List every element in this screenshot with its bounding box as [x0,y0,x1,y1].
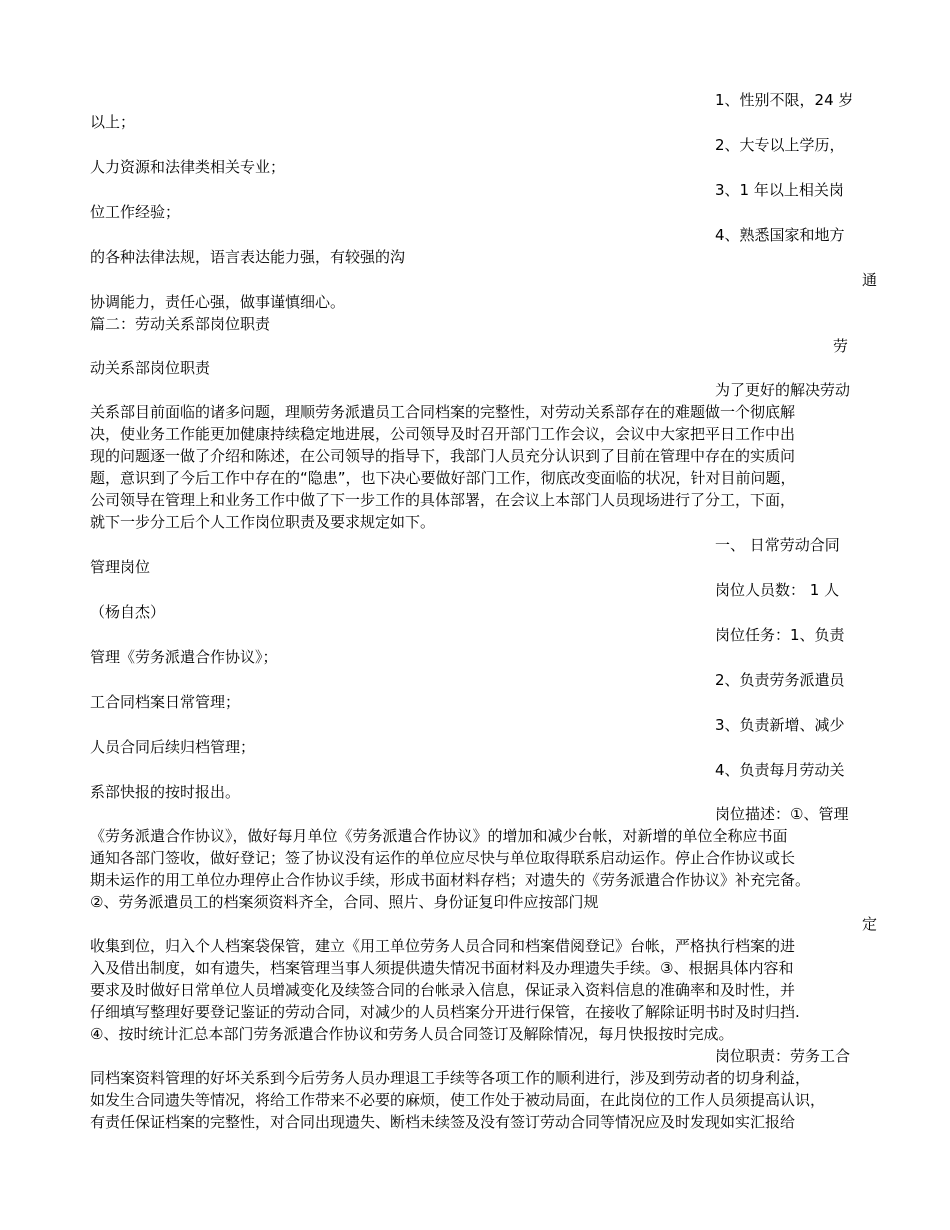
text-line: 岗位任务：1、负责 [715,626,845,644]
text-line: 动关系部岗位职责 [90,359,211,377]
text-line: 通知各部门签收，做好登记；签了协议没有运作的单位应尽快与单位取得联系启动运作。停止合作协议或长 [90,849,796,867]
text-line: 如发生合同遗失等情况，将给工作带来不必要的麻烦，使工作处于被动局面，在此岗位的工作人员须提高认识， [90,1091,826,1109]
text-line: 人力资源和法律类相关专业； [90,158,286,176]
text-line: 岗位人员数： 1 人 [715,581,840,599]
text-line: ④、按时统计汇总本部门劳务派遣合作协议和劳务人员合同签订及解除情况，每月快报按时完成。 [90,1025,734,1043]
text-line: 2、大专以上学历， [715,136,845,154]
text-line: 工合同档案日常管理； [90,693,241,711]
text-line: 就下一步分工后个人工作岗位职责及要求规定如下。 [90,513,436,531]
text-line: （杨自杰） [90,603,166,621]
text-line: 2、负责劳务派遣员 [715,671,845,689]
text-line: 1、性别不限，24 岁 [715,91,854,109]
text-line: 4、负责每月劳动关 [715,761,845,779]
text-line: 位工作经验； [90,203,181,221]
text-line: 3、1 年以上相关岗 [715,181,844,199]
text-line: 同档案资料管理的好坏关系到今后劳务人员办理退工手续等各项工作的顺利进行，涉及到劳动者的切身利益， [90,1069,811,1087]
text-line: 4、熟悉国家和地方 [715,226,845,244]
text-line: 要求及时做好日常单位人员增减变化及续签合同的台帐录入信息，保证录入资料信息的准确率和及时性，并 [90,981,796,999]
text-line: 收集到位，归入个人档案袋保管，建立《用工单位劳务人员合同和档案借阅登记》台帐，严格执行档案的进 [90,937,796,955]
text-line: 期未运作的用工单位办理停止合作协议手续，形成书面材料存档；对遗失的《劳务派遣合作协议》补充完备。 [90,871,811,889]
text-line: 的各种法律法规，语言表达能力强，有较强的沟 [90,248,406,266]
text-line: 有责任保证档案的完整性，对合同出现遗失、断档未续签及没有签订劳动合同等情况应及时发现如实汇报给 [90,1113,796,1131]
text-line: 《劳务派遣合作协议》，做好每月单位《劳务派遣合作协议》的增加和减少台帐，对新增的单位全称应书面 [90,827,788,845]
text-line: 系部快报的按时报出。 [90,783,241,801]
section-heading: 篇二：劳动关系部岗位职责 [90,315,271,333]
text-line: 公司领导在管理上和业务工作中做了下一步工作的具体部署，在会议上本部门人员现场进行了分工，下面， [90,491,796,509]
text-line: 岗位描述：①、管理 [715,805,849,823]
text-line: 通 [862,271,878,289]
text-line: 现的问题逐一做了介绍和陈述，在公司领导的指导下，我部门人员充分认识到了目前在管理中存在的实质问 [90,447,796,465]
text-line: 协调能力，责任心强，做事谨慎细心。 [90,293,346,311]
text-line: 关系部目前面临的诸多问题，理顺劳务派遣员工合同档案的完整性，对劳动关系部存在的难题做一个彻底解 [90,403,796,421]
text-line: 以上； [90,113,136,131]
text-line: 岗位职责：劳务工合 [715,1047,851,1065]
text-line: 管理岗位 [90,558,151,576]
text-line: 决，使业务工作能更加健康持续稳定地进展，公司领导及时召开部门工作会议，会议中大家把平日工作中出 [90,425,796,443]
text-line: 题，意识到了今后工作中存在的“隐患”，也下决心要做好部门工作，彻底改变面临的状况，针对目前问题， [90,469,796,487]
text-line: 人员合同后续归档管理； [90,738,256,756]
text-line: 为了更好的解决劳动 [715,381,851,399]
text-line: 仔细填写整理好要登记鉴证的劳动合同，对减少的人员档案分开进行保管，在接收了解除证明书时及时归挡. [90,1003,800,1021]
text-line: 一、 日常劳动合同 [715,536,840,554]
text-line: 3、负责新增、减少 [715,716,845,734]
text-line: 劳 [833,337,849,355]
text-line: 入及借出制度，如有遗失，档案管理当事人须提供遗失情况书面材料及办理遗失手续。③、根据具体内容和 [90,959,794,977]
text-line: 管理《劳务派遣合作协议》； [90,648,278,666]
text-line: ②、劳务派遣员工的档案须资料齐全，合同、照片、身份证复印件应按部门规 [90,893,599,911]
text-line: 定 [862,915,878,933]
